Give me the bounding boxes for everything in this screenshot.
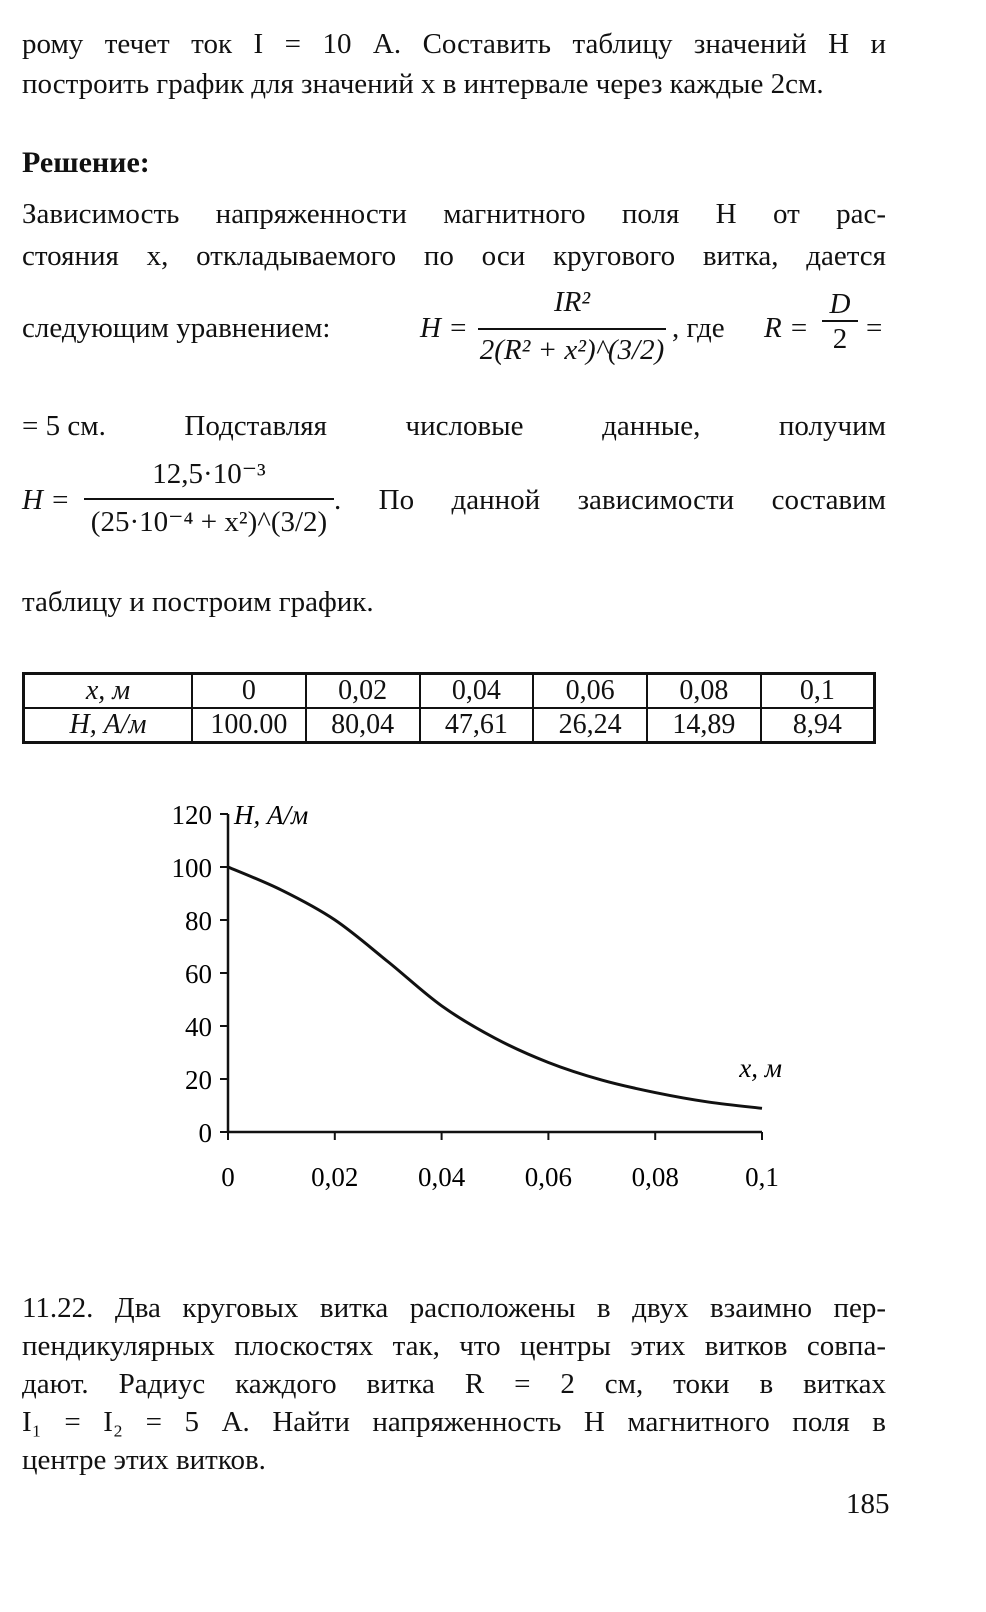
table-row-x bbox=[24, 674, 875, 709]
y-tick-label: 0 bbox=[198, 1118, 212, 1148]
formula-1-equals: = bbox=[866, 312, 883, 344]
table-cell: 14,89 bbox=[647, 708, 761, 743]
solution-heading: Решение: bbox=[22, 146, 150, 179]
formula-2-rest: . По данной зависимости составим bbox=[334, 484, 886, 516]
h-vs-x-chart bbox=[140, 790, 820, 1210]
paragraph-1-line-1: Зависимость напряженности магнитного поля H от рас- bbox=[22, 198, 886, 230]
y-tick-label: 80 bbox=[185, 906, 212, 936]
problem-line-4: I₁ = I₂ = 5 А. Найти напряженность H магнитного поля в bbox=[22, 1406, 886, 1438]
formula-2-numerator: 12,5·10⁻³ bbox=[152, 458, 266, 490]
table-cell: 0,06 bbox=[533, 674, 647, 709]
y-tick-label: 60 bbox=[185, 959, 212, 989]
page-number: 185 bbox=[846, 1488, 890, 1520]
problem-line-2: пендикулярных плоскостях так, что центры этих витков совпа- bbox=[22, 1330, 886, 1362]
x-tick-label: 0,06 bbox=[524, 1162, 573, 1192]
y-tick-label: 20 bbox=[185, 1065, 212, 1095]
y-tick-label: 120 bbox=[171, 800, 212, 830]
formula-2-fraction bbox=[84, 456, 334, 544]
formula-2-denominator: (25·10⁻⁴ + x²)^(3/2) bbox=[84, 498, 334, 544]
formula-1-line bbox=[22, 284, 886, 394]
formula-1-fraction bbox=[478, 284, 666, 370]
table-row-h bbox=[24, 708, 875, 743]
formula-2-lhs: H = bbox=[22, 484, 70, 516]
formula-1-lhs: H = bbox=[420, 312, 468, 344]
text-line-1: рому течет ток I = 10 А. Составить таблицу значений H и bbox=[22, 28, 886, 60]
table-cell: 100.00 bbox=[192, 708, 306, 743]
table-header-h: H, А/м bbox=[24, 708, 193, 743]
formula-1-r-fraction bbox=[822, 288, 858, 356]
table-cell: 0,04 bbox=[420, 674, 534, 709]
x-tick-label: 0 bbox=[221, 1162, 235, 1192]
y-axis-label: H, А/м bbox=[234, 800, 309, 830]
formula-1-prefix: следующим уравнением: bbox=[22, 312, 331, 344]
formula-1-r-numerator: D bbox=[829, 288, 851, 320]
table-header-x: x, м bbox=[24, 674, 193, 709]
x-tick-label: 0,02 bbox=[311, 1162, 359, 1192]
table-cell: 0,1 bbox=[761, 674, 875, 709]
table-cell: 0,02 bbox=[306, 674, 420, 709]
formula-1-r-denominator: 2 bbox=[822, 320, 858, 356]
problem-line-1: 11.22. Два круговых витка расположены в двух взаимно пер- bbox=[22, 1292, 886, 1324]
formula-1-where: , где bbox=[672, 312, 725, 344]
x-tick-label: 0,04 bbox=[417, 1162, 466, 1192]
paragraph-1-line-2: стояния x, откладываемого по оси кругового витка, дается bbox=[22, 240, 886, 272]
y-tick-label: 40 bbox=[185, 1012, 212, 1042]
series-line bbox=[228, 867, 762, 1108]
table-cell: 47,61 bbox=[420, 708, 534, 743]
problem-line-3: дают. Радиус каждого витка R = 2 см, токи в витках bbox=[22, 1368, 886, 1400]
formula-1-r: R = bbox=[764, 312, 809, 344]
x-axis-label: x, м bbox=[739, 1053, 782, 1083]
y-tick-label: 100 bbox=[171, 853, 212, 883]
text-line-2: построить график для значений x в интервале через каждые 2см. bbox=[22, 68, 824, 100]
values-table bbox=[22, 672, 876, 744]
formula-1-numerator: IR² bbox=[553, 286, 591, 318]
problem-line-5: центре этих витков. bbox=[22, 1444, 266, 1476]
table-cell: 8,94 bbox=[761, 708, 875, 743]
table-cell: 80,04 bbox=[306, 708, 420, 743]
formula-1-denominator: 2(R² + x²)^(3/2) bbox=[478, 328, 666, 370]
x-tick-label: 0,1 bbox=[745, 1162, 779, 1192]
paragraph-2-line-1: = 5 см. Подставляя числовые данные, получим bbox=[22, 410, 886, 442]
x-tick-label: 0,08 bbox=[631, 1162, 679, 1192]
table-cell: 0 bbox=[192, 674, 306, 709]
table-cell: 26,24 bbox=[533, 708, 647, 743]
formula-2-line bbox=[22, 456, 886, 576]
table-cell: 0,08 bbox=[647, 674, 761, 709]
paragraph-2-line-3: таблицу и построим график. bbox=[22, 586, 374, 618]
